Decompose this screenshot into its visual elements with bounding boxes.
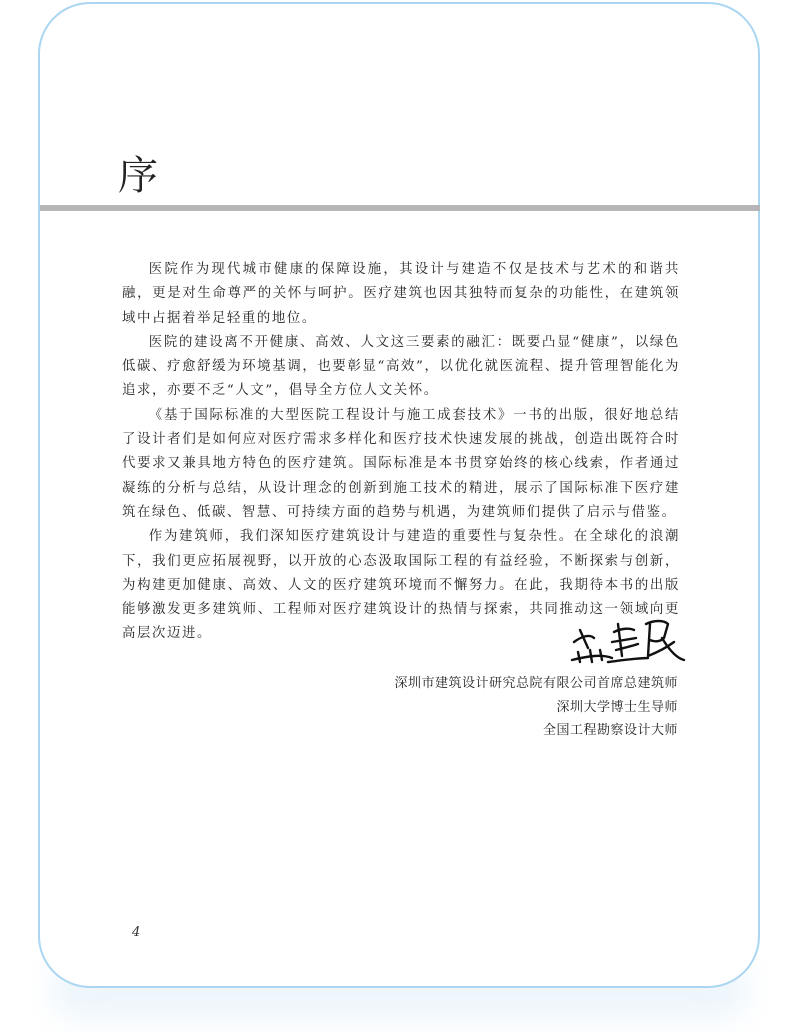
paragraph: 医院的建设离不开健康、高效、人文这三要素的融汇：既要凸显“健康”，以绿色低碳、疗愈舒缓为环境基调，也要彰显“高效”，以优化就医流程、提升管理智能化为追求，亦要不乏“人文”，倡导全方位人文关怀。 (122, 334, 680, 399)
title-rule (40, 205, 760, 211)
paragraph: 《基于国际标准的大型医院工程设计与施工成套技术》一书的出版，很好地总结了设计者们是如何应对医疗需求多样化和医疗技术快速发展的挑战，创造出既符合时代要求又兼具地方特色的医疗建筑。国际标准是本书贯穿始终的核心线索，作者通过凝练的分析与总结，从设计理念的创新到施工技术的精进，展示了国际标准下医疗建筑在绿色、低碳、智慧、可持续方面的趋势与机遇，为建筑师们提供了启示与借鉴。 (122, 407, 680, 520)
credit-line: 全国工程勘察设计大师 (542, 723, 678, 738)
handwritten-signature (568, 612, 688, 672)
preface-body (122, 258, 680, 647)
author-credits (394, 672, 678, 743)
page-title: 序 (118, 153, 158, 199)
credit-line: 深圳大学博士生导师 (556, 699, 678, 715)
paragraph: 医院作为现代城市健康的保障设施，其设计与建造不仅是技术与艺术的和谐共融，更是对生命尊严的关怀与呵护。医疗建筑也因其独特而复杂的功能性，在建筑领域中占据着举足轻重的地位。 (122, 262, 680, 326)
credit-line: 深圳市建筑设计研究总院有限公司首席总建筑师 (394, 676, 678, 691)
paragraph: 作为建筑师，我们深知医疗建筑设计与建造的重要性与复杂性。在全球化的浪潮下，我们更应拓展视野，以开放的心态汲取国际工程的有益经验，不断探索与创新，为构建更加健康、高效、人文的医疗建筑环境而不懈努力。在此，我期待本书的出版能够激发更多建筑师、工程师对医疗建筑设计的热情与探索，共同推动这一领域向更高层次迈进。 (122, 529, 680, 642)
page-number: 4 (132, 925, 141, 940)
